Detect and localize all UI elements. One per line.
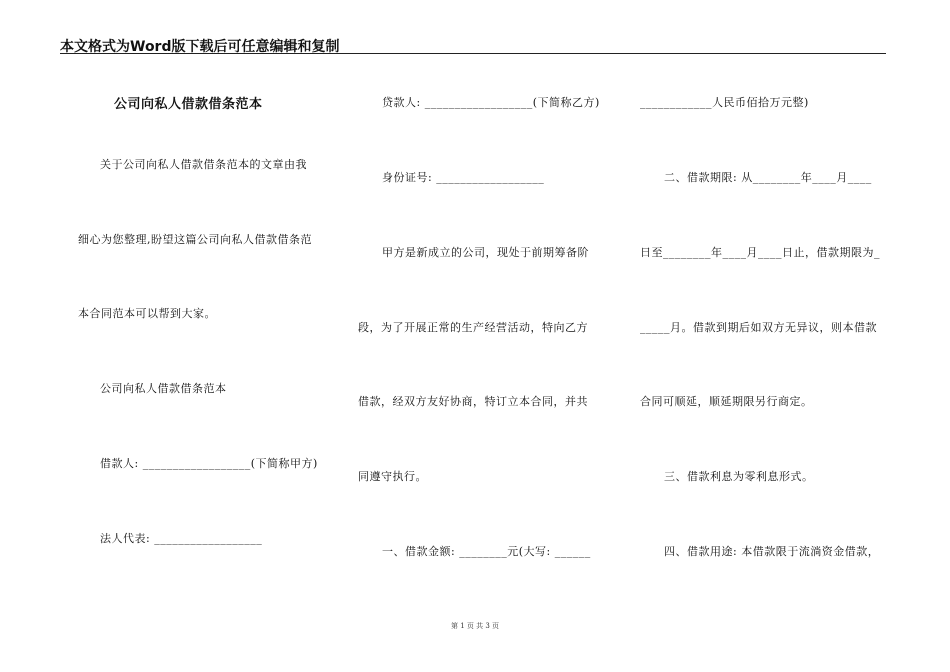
paragraph-line: 借款，经双方友好协商，特订立本合同，并共	[358, 395, 588, 408]
paragraph-line: 日至________年____月____日止，借款期限为_	[640, 246, 880, 259]
paragraph-line: 本合同范本可以帮到大家。	[78, 307, 216, 320]
loan-term-line: 二、借款期限: 从________年____月____	[664, 171, 872, 184]
paragraph-line: 合同可顺延，顺延期限另行商定。	[640, 395, 813, 408]
paragraph-line: 同遵守执行。	[358, 470, 427, 483]
paragraph-line: 细心为您整理,盼望这篇公司向私人借款借条范	[78, 233, 312, 246]
loan-amount-line: 一、借款金额: ________元(大写: ______	[382, 545, 591, 558]
interest-line: 三、借款利息为零利息形式。	[664, 470, 814, 483]
header-rule	[60, 53, 886, 54]
paragraph-line: 关于公司向私人借款借条范本的文章由我	[100, 158, 307, 171]
amount-words-line: ____________人民币佰拾万元整)	[640, 96, 809, 109]
document-header: 本文格式为Word版下载后可任意编辑和复制	[60, 39, 340, 55]
page-number: 第 1 页 共 3 页	[450, 622, 500, 630]
legal-representative-line: 法人代表: __________________	[100, 532, 263, 545]
id-number-line: 身份证号: __________________	[382, 171, 545, 184]
borrower-line: 借款人: __________________(下简称甲方)	[100, 457, 318, 470]
paragraph-line: _____月。借款到期后如双方无异议，则本借款	[640, 321, 877, 334]
paragraph-line: 段，为了开展正常的生产经营活动，特向乙方	[358, 321, 588, 334]
lender-line: 贷款人: __________________(下简称乙方)	[382, 96, 600, 109]
paragraph-line: 甲方是新成立的公司，现处于前期筹备阶	[382, 246, 589, 259]
loan-purpose-line: 四、借款用途: 本借款限于流淌资金借款，	[664, 545, 880, 558]
section-heading: 公司向私人借款借条范本	[100, 382, 227, 395]
document-title: 公司向私人借款借条范本	[114, 97, 263, 112]
